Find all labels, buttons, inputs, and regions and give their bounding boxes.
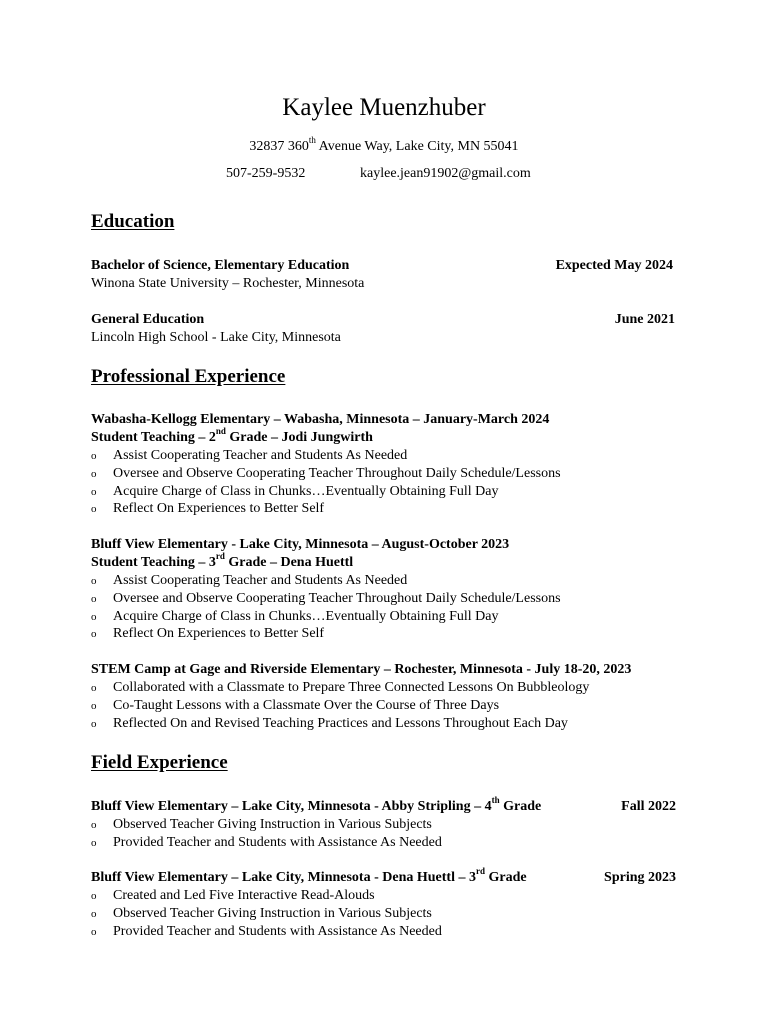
professional-heading: Professional Experience	[91, 366, 286, 387]
bullet-icon: o	[91, 926, 97, 938]
bullet-icon: o	[91, 819, 97, 831]
list-item-text: Observed Teacher Giving Instruction in Various Subjects	[113, 817, 432, 832]
grade-suffix: th	[491, 795, 500, 806]
bullet-icon: o	[91, 486, 97, 498]
list-item	[91, 905, 432, 923]
list-item	[91, 715, 568, 733]
bullet-icon: o	[91, 718, 97, 730]
list-item	[91, 923, 442, 941]
list-item	[91, 572, 407, 590]
bullet-icon: o	[91, 468, 97, 480]
job-subheading-text: Student Teaching – 2	[91, 430, 216, 445]
list-item	[91, 697, 499, 715]
job-heading: Bluff View Elementary - Lake City, Minnesota – August-October 2023	[91, 537, 510, 552]
job-subheading-text: Grade – Jodi Jungwirth	[225, 430, 373, 445]
list-item	[91, 483, 498, 501]
bullet-icon: o	[91, 682, 97, 694]
education-date: Expected May 2024	[555, 258, 673, 273]
education-institution: Winona State University – Rochester, Minnesota	[91, 276, 365, 291]
list-item-text: Created and Led Five Interactive Read-Alouds	[113, 888, 375, 903]
list-item-text: Provided Teacher and Students with Assistance As Needed	[113, 835, 442, 850]
list-item-text: Oversee and Observe Cooperating Teacher Throughout Daily Schedule/Lessons	[113, 466, 561, 481]
list-item-text: Oversee and Observe Cooperating Teacher Throughout Daily Schedule/Lessons	[113, 591, 561, 606]
list-item	[91, 679, 589, 697]
field-entry-text: Bluff View Elementary – Lake City, Minnesota - Dena Huettl – 3	[91, 870, 476, 885]
list-item-text: Co-Taught Lessons with a Classmate Over the Course of Three Days	[113, 698, 500, 713]
field-entry-text: Grade	[484, 870, 527, 885]
list-item-text: Assist Cooperating Teacher and Students As Needed	[113, 448, 408, 463]
bullet-icon: o	[91, 503, 97, 515]
bullet-icon: o	[91, 575, 97, 587]
list-item-text: Provided Teacher and Students with Assistance As Needed	[113, 924, 442, 939]
job-heading: STEM Camp at Gage and Riverside Elementary – Rochester, Minnesota - July 18-20, 2023	[91, 662, 632, 677]
bullet-icon: o	[91, 890, 97, 902]
list-item	[91, 608, 498, 626]
list-item-text: Reflected On and Revised Teaching Practices and Lessons Throughout Each Day	[113, 716, 568, 731]
list-item	[91, 500, 324, 518]
education-degree: General Education	[91, 312, 205, 327]
education-degree: Bachelor of Science, Elementary Education	[91, 258, 350, 273]
grade-suffix: rd	[475, 866, 485, 877]
resume-name: Kaylee Muenzhuber	[282, 94, 486, 121]
field-entry-date: Spring 2023	[604, 870, 676, 885]
bullet-icon: o	[91, 611, 97, 623]
address-number: 32837 360	[249, 139, 309, 154]
grade-suffix: nd	[215, 426, 226, 437]
field-entry-text: Grade	[499, 799, 542, 814]
job-subheading-text: Student Teaching – 3	[91, 555, 216, 570]
bullet-icon: o	[91, 450, 97, 462]
list-item	[91, 816, 432, 834]
education-date: June 2021	[614, 312, 675, 327]
list-item-text: Observed Teacher Giving Instruction in Various Subjects	[113, 906, 432, 921]
bullet-icon: o	[91, 628, 97, 640]
list-item	[91, 625, 324, 643]
bullet-icon: o	[91, 700, 97, 712]
education-heading: Education	[91, 211, 175, 232]
list-item	[91, 465, 561, 483]
list-item-text: Acquire Charge of Class in Chunks…Eventually Obtaining Full Day	[113, 609, 499, 624]
list-item-text: Reflect On Experiences to Better Self	[113, 501, 325, 516]
address-street: Avenue Way, Lake City, MN 55041	[315, 139, 519, 154]
list-item	[91, 887, 375, 905]
job-subheading	[91, 426, 373, 447]
list-item-text: Reflect On Experiences to Better Self	[113, 626, 325, 641]
job-subheading-text: Grade – Dena Huettl	[224, 555, 354, 570]
address	[0, 135, 768, 156]
field-entry-heading	[91, 795, 542, 816]
field-entry-date: Fall 2022	[621, 799, 676, 814]
address-suffix: th	[308, 135, 316, 146]
bullet-icon: o	[91, 908, 97, 920]
education-institution: Lincoln High School - Lake City, Minnesota	[91, 330, 341, 345]
grade-suffix: rd	[215, 551, 225, 562]
list-item-text: Assist Cooperating Teacher and Students As Needed	[113, 573, 408, 588]
list-item	[91, 590, 561, 608]
email: kaylee.jean91902@gmail.com	[360, 166, 531, 181]
list-item	[91, 834, 442, 852]
job-heading: Wabasha-Kellogg Elementary – Wabasha, Minnesota – January-March 2024	[91, 412, 550, 427]
list-item-text: Collaborated with a Classmate to Prepare Three Connected Lessons On Bubbleology	[113, 680, 590, 695]
bullet-icon: o	[91, 593, 97, 605]
phone: 507-259-9532	[226, 166, 306, 181]
bullet-icon: o	[91, 837, 97, 849]
job-subheading	[91, 551, 354, 572]
field-entry-text: Bluff View Elementary – Lake City, Minnesota - Abby Stripling – 4	[91, 799, 492, 814]
list-item-text: Acquire Charge of Class in Chunks…Eventually Obtaining Full Day	[113, 484, 499, 499]
field-entry-heading	[91, 866, 527, 887]
field-heading: Field Experience	[91, 752, 228, 773]
list-item	[91, 447, 407, 465]
